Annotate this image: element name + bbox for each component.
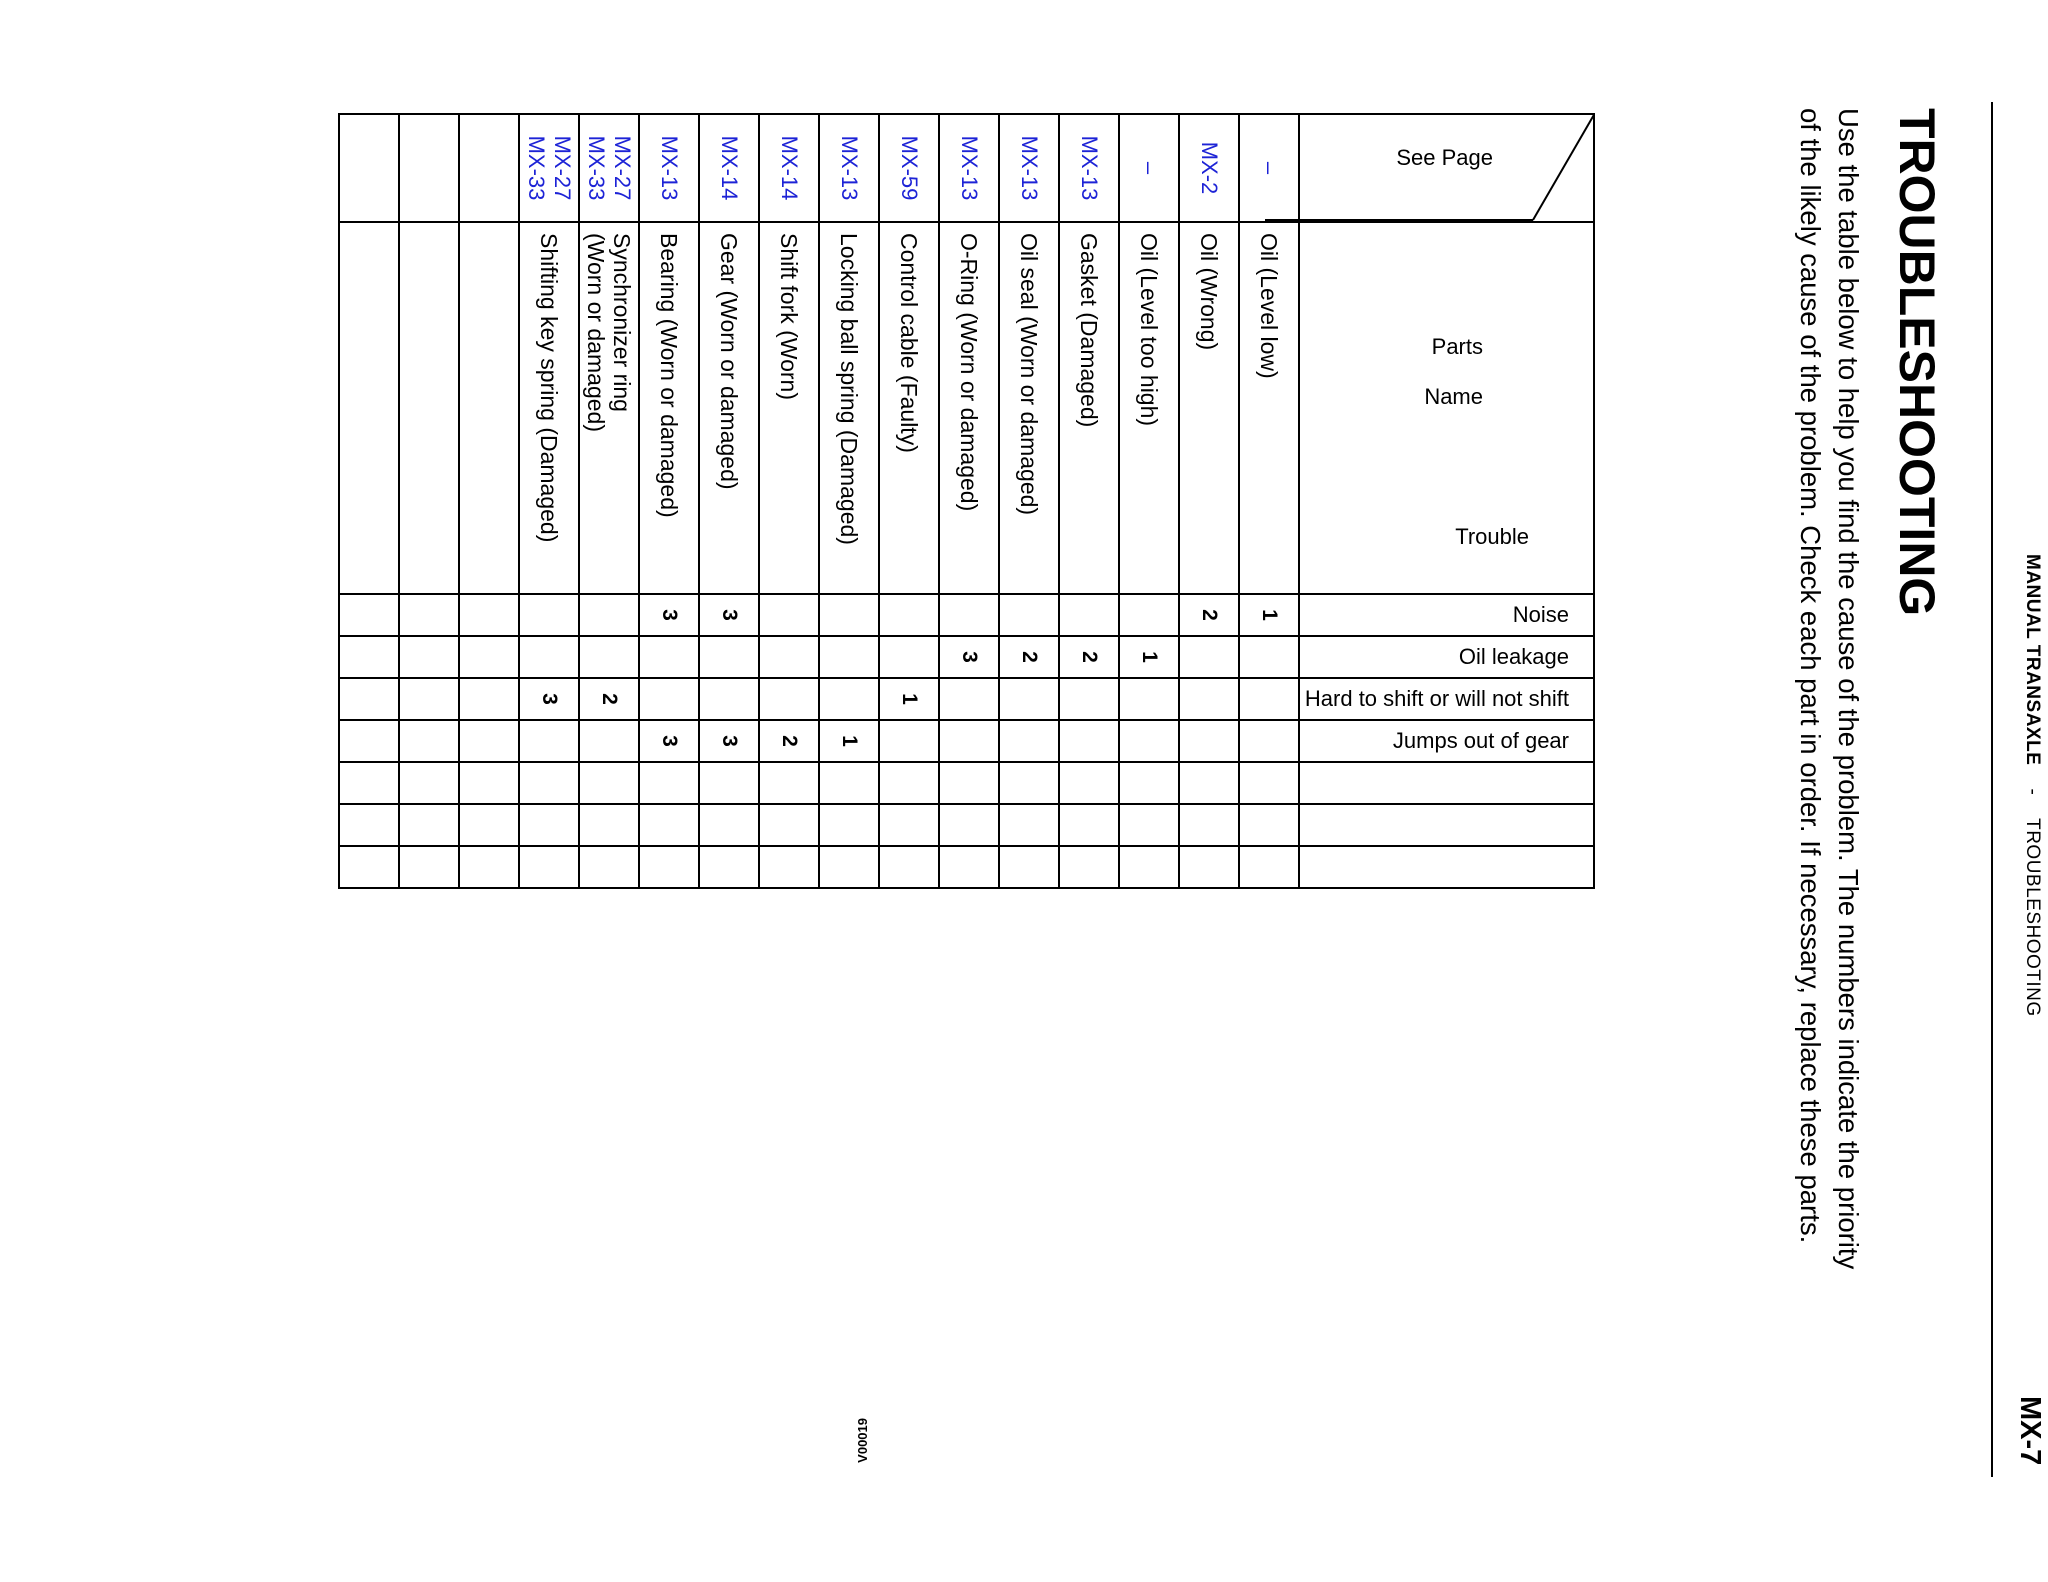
trouble-label: Jumps out of gear	[1392, 728, 1569, 753]
priority-cell	[1119, 720, 1179, 762]
table-row	[939, 114, 999, 888]
priority-cell	[699, 678, 759, 720]
priority-cell	[459, 678, 519, 720]
part-name-cell: O-Ring (Worn or damaged)	[939, 222, 999, 594]
priority-cell	[399, 720, 459, 762]
page-number: MX-7	[2014, 1396, 2046, 1466]
see-page-cell	[339, 114, 399, 222]
priority-cell	[519, 762, 579, 804]
part-name-cell	[459, 222, 519, 594]
priority-cell	[399, 636, 459, 678]
part-name-cell: Oil (Level low)	[1239, 222, 1299, 594]
priority-cell	[819, 804, 879, 846]
priority-cell: 3	[639, 720, 699, 762]
header-rule	[1991, 102, 1993, 1477]
priority-cell	[879, 594, 939, 636]
priority-cell	[459, 762, 519, 804]
priority-cell	[759, 846, 819, 888]
priority-cell	[759, 678, 819, 720]
priority-cell	[759, 804, 819, 846]
priority-cell	[819, 594, 879, 636]
trouble-header-label: Trouble	[1455, 524, 1529, 549]
trouble-label: Oil leakage	[1458, 644, 1569, 669]
priority-cell	[519, 804, 579, 846]
table-row	[399, 114, 459, 888]
header-diagonal-lines	[1255, 113, 1595, 1113]
part-name-cell: Gear (Worn or damaged)	[699, 222, 759, 594]
priority-cell: 2	[579, 678, 639, 720]
priority-cell	[339, 720, 399, 762]
priority-cell	[519, 720, 579, 762]
priority-cell	[639, 804, 699, 846]
priority-cell: 1	[1119, 636, 1179, 678]
priority-cell: 3	[699, 594, 759, 636]
priority-cell	[999, 846, 1059, 888]
see-page-cell: MX-27 MX-33	[519, 114, 579, 222]
header-section: MANUAL TRANSAXLE	[2022, 554, 2043, 766]
page-title: TROUBLESHOOTING	[1889, 108, 1945, 617]
priority-cell	[759, 762, 819, 804]
priority-cell	[999, 594, 1059, 636]
see-page-cell: –	[1239, 114, 1299, 222]
part-name-cell: Locking ball spring (Damaged)	[819, 222, 879, 594]
table-row	[459, 114, 519, 888]
part-name-cell	[399, 222, 459, 594]
priority-cell	[1179, 678, 1239, 720]
priority-cell	[339, 762, 399, 804]
priority-cell	[639, 636, 699, 678]
priority-cell	[459, 846, 519, 888]
priority-cell	[879, 720, 939, 762]
priority-cell	[999, 720, 1059, 762]
priority-cell	[879, 846, 939, 888]
priority-cell	[399, 762, 459, 804]
trouble-label: Hard to shift or will not shift	[1304, 686, 1569, 711]
diagonal-line-1	[1533, 113, 1595, 220]
priority-cell	[579, 804, 639, 846]
priority-cell	[1119, 762, 1179, 804]
priority-cell	[459, 720, 519, 762]
parts-name-header-line2: Name	[1424, 384, 1483, 409]
see-page-header: See Page	[1396, 145, 1493, 170]
priority-cell	[1179, 636, 1239, 678]
priority-cell	[639, 846, 699, 888]
priority-cell	[459, 636, 519, 678]
priority-cell	[819, 762, 879, 804]
priority-cell	[999, 678, 1059, 720]
parts-name-header-line1: Parts	[1431, 334, 1483, 359]
priority-cell	[879, 636, 939, 678]
part-name-cell: Gasket (Damaged)	[1059, 222, 1119, 594]
priority-cell	[1119, 846, 1179, 888]
priority-cell	[759, 636, 819, 678]
table-row	[1119, 114, 1179, 888]
priority-cell: 3	[519, 678, 579, 720]
priority-cell	[819, 636, 879, 678]
priority-cell	[579, 720, 639, 762]
priority-cell: 2	[1059, 636, 1119, 678]
part-name-cell: Oil (Wrong)	[1179, 222, 1239, 594]
see-page-cell: MX-14	[759, 114, 819, 222]
see-page-cell: MX-13	[819, 114, 879, 222]
priority-cell	[1059, 762, 1119, 804]
priority-cell	[699, 804, 759, 846]
table-row	[699, 114, 759, 888]
priority-cell: 2	[999, 636, 1059, 678]
priority-cell	[1059, 846, 1119, 888]
table-row	[1179, 114, 1239, 888]
see-page-cell	[399, 114, 459, 222]
see-page-cell: MX-27 MX-33	[579, 114, 639, 222]
see-page-cell: MX-13	[639, 114, 699, 222]
hidden-line	[1265, 220, 1533, 488]
priority-cell: 1	[879, 678, 939, 720]
priority-cell	[339, 636, 399, 678]
priority-cell	[399, 594, 459, 636]
priority-cell	[939, 720, 999, 762]
priority-cell	[1179, 804, 1239, 846]
priority-cell	[579, 846, 639, 888]
table-row	[1059, 114, 1119, 888]
table-row	[819, 114, 879, 888]
priority-cell	[1059, 678, 1119, 720]
priority-cell: 3	[939, 636, 999, 678]
header-separator: -	[2022, 788, 2043, 796]
priority-cell: 1	[1239, 594, 1299, 636]
part-name-cell: Oil seal (Worn or damaged)	[999, 222, 1059, 594]
see-page-cell: MX-59	[879, 114, 939, 222]
priority-cell	[1119, 594, 1179, 636]
priority-cell	[1059, 804, 1119, 846]
priority-cell	[519, 594, 579, 636]
table-row	[639, 114, 699, 888]
priority-cell	[1179, 762, 1239, 804]
priority-cell	[399, 678, 459, 720]
intro-line-2: of the likely cause of the problem. Check each part in order. If necessary, replace these parts.	[1795, 108, 1826, 1244]
see-page-cell: MX-13	[1059, 114, 1119, 222]
header-topic: TROUBLESHOOTING	[2022, 818, 2043, 1017]
priority-cell	[939, 846, 999, 888]
table-row	[759, 114, 819, 888]
priority-cell	[1059, 594, 1119, 636]
priority-cell	[819, 846, 879, 888]
priority-cell	[1179, 720, 1239, 762]
priority-cell	[1119, 678, 1179, 720]
table-row	[879, 114, 939, 888]
priority-cell	[879, 762, 939, 804]
part-name-cell: Oil (Level too high)	[1119, 222, 1179, 594]
priority-cell	[939, 678, 999, 720]
part-name-cell: Shift fork (Worn)	[759, 222, 819, 594]
priority-cell	[939, 804, 999, 846]
priority-cell	[759, 594, 819, 636]
see-page-cell	[459, 114, 519, 222]
table-row	[579, 114, 639, 888]
priority-cell	[579, 594, 639, 636]
priority-cell	[459, 594, 519, 636]
priority-cell	[879, 804, 939, 846]
table-row	[999, 114, 1059, 888]
trouble-label: Noise	[1512, 602, 1569, 627]
priority-cell	[939, 762, 999, 804]
priority-cell	[519, 636, 579, 678]
part-name-cell: Shifting key spring (Damaged)	[519, 222, 579, 594]
priority-cell	[339, 804, 399, 846]
part-name-cell	[339, 222, 399, 594]
priority-cell: 3	[699, 720, 759, 762]
part-name-cell: Synchronizer ring (Worn or damaged)	[579, 222, 639, 594]
priority-cell: 3	[639, 594, 699, 636]
priority-cell	[339, 594, 399, 636]
priority-cell	[639, 762, 699, 804]
priority-cell	[639, 678, 699, 720]
see-page-cell: MX-13	[999, 114, 1059, 222]
priority-cell	[339, 678, 399, 720]
priority-cell	[699, 846, 759, 888]
priority-cell	[1179, 846, 1239, 888]
priority-cell	[939, 594, 999, 636]
table-row	[339, 114, 399, 888]
priority-cell: 2	[1179, 594, 1239, 636]
priority-cell	[459, 804, 519, 846]
running-header	[2021, 554, 2043, 1017]
priority-cell	[399, 846, 459, 888]
see-page-cell: MX-2	[1179, 114, 1239, 222]
priority-cell	[339, 846, 399, 888]
priority-cell	[999, 804, 1059, 846]
priority-cell: 1	[819, 720, 879, 762]
priority-cell	[819, 678, 879, 720]
priority-cell	[579, 762, 639, 804]
part-name-cell: Bearing (Worn or damaged)	[639, 222, 699, 594]
intro-line-1: Use the table below to help you find the cause of the problem. The numbers indicate the priority	[1833, 108, 1864, 1270]
priority-cell	[399, 804, 459, 846]
priority-cell	[519, 846, 579, 888]
priority-cell	[1119, 804, 1179, 846]
table-row	[519, 114, 579, 888]
priority-cell	[1059, 720, 1119, 762]
priority-cell: 2	[759, 720, 819, 762]
priority-cell	[699, 762, 759, 804]
priority-cell	[699, 636, 759, 678]
see-page-cell: MX-13	[939, 114, 999, 222]
part-name-cell: Control cable (Faulty)	[879, 222, 939, 594]
see-page-cell: MX-14	[699, 114, 759, 222]
priority-cell	[579, 636, 639, 678]
figure-code: V00019	[855, 1418, 870, 1463]
see-page-cell: –	[1119, 114, 1179, 222]
priority-cell	[999, 762, 1059, 804]
